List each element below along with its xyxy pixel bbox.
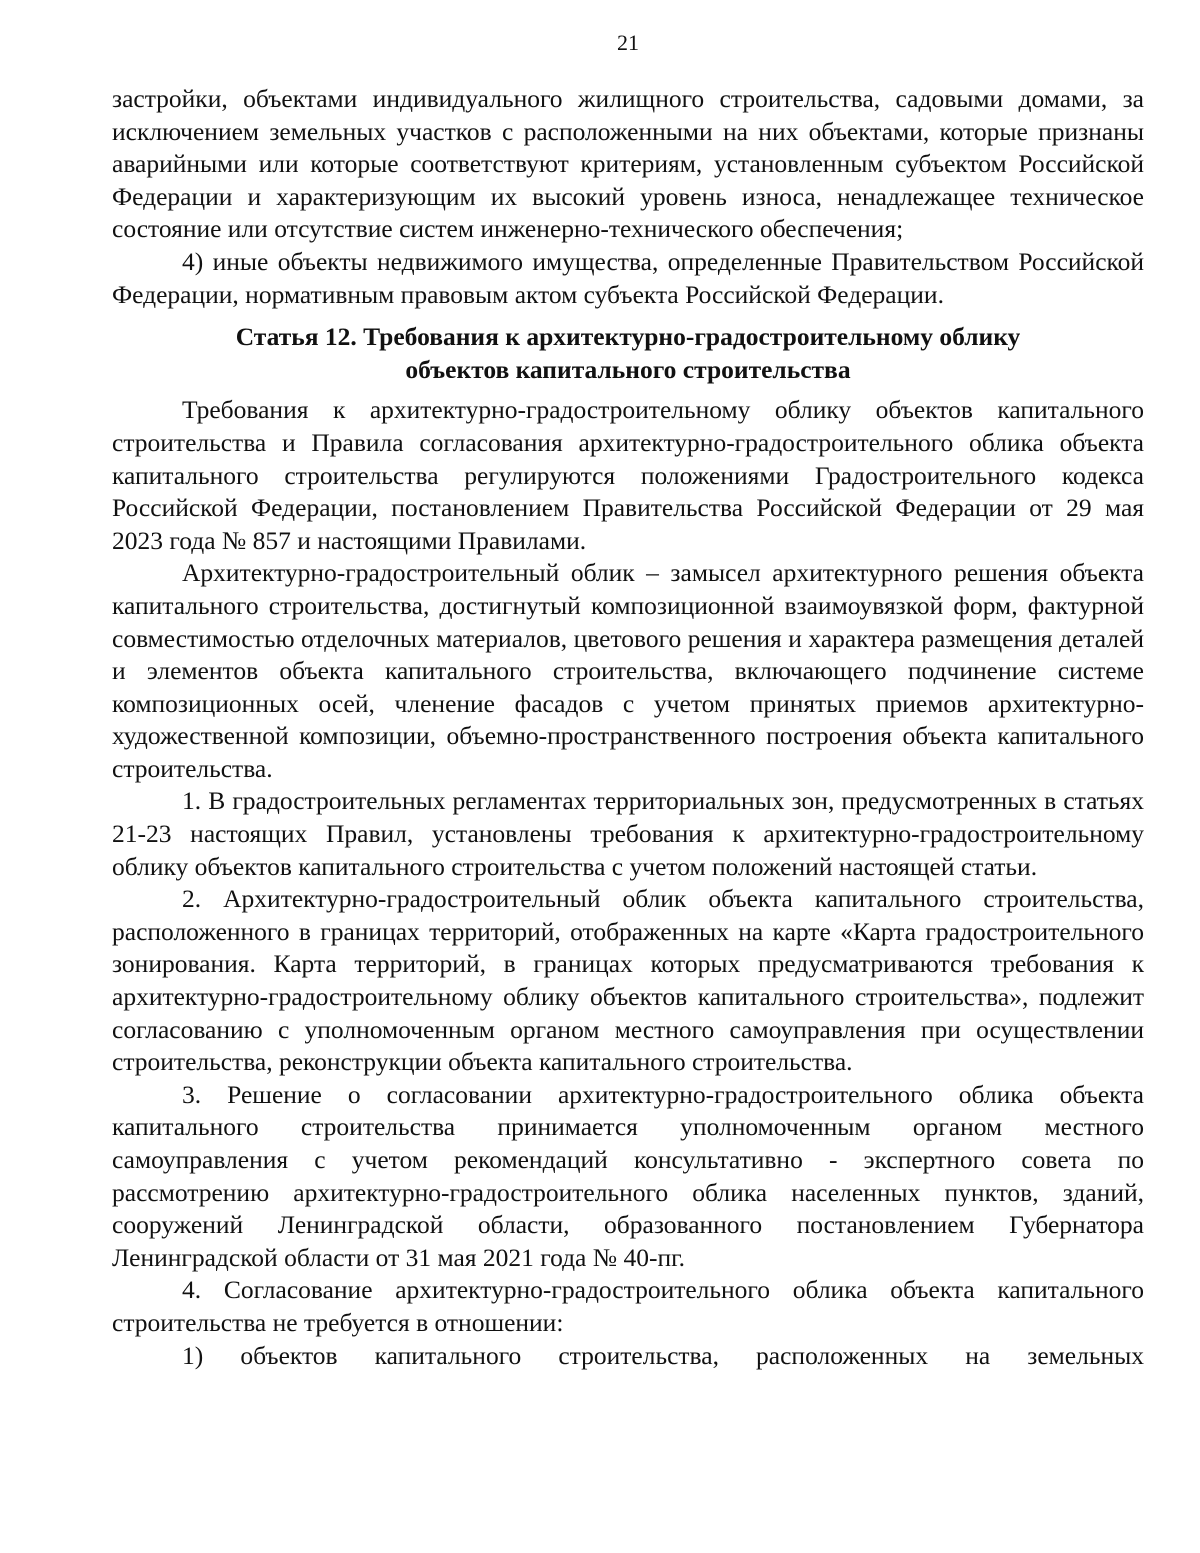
paragraph-item-4: 4) иные объекты недвижимого имущества, определенные Правительством Российской Федерации, нормативным правовым актом субъекта Российской Федерации. — [112, 246, 1144, 309]
paragraph-subclause-1: 1) объектов капитального строительства, расположенных на земельных — [182, 1340, 1144, 1370]
article-heading-line-1: Статья 12. Требования к архитектурно-градостроительному облику — [235, 322, 1021, 352]
article-heading — [112, 321, 1144, 386]
paragraph-clause-4: 4. Согласование архитектурно-градостроительного облика объекта капитального строительства не требуется в отношении: — [112, 1275, 1144, 1337]
paragraph-continuation: застройки, объектами индивидуального жилищного строительства, садовыми домами, за исключением земельных участков с расположенными на них объектами, которые признаны аварийными или которые соответствуют критериям, установленным субъектом Российской Федерации и характеризующим их высокий уровень износа, ненадлежащее техническое состояние или отсутствие систем инженерно-технического обеспечения; — [112, 84, 1144, 244]
paragraph-clause-2: 2. Архитектурно-градостроительный облик объекта капитального строительства, расположенного в границах территорий, отображенных на карте «Карта градостроительного зонирования. Карта территорий, в границах которых предусматриваются требования к архитектурно-градостроительному облику объектов капитального строительства», подлежит согласованию с уполномоченным органом местного самоуправления при осуществлении строительства, реконструкции объекта капитального строительства. — [112, 884, 1144, 1077]
paragraph-requirements: Требования к архитектурно-градостроительному облику объектов капитального строительства и Правила согласования архитектурно-градостроительного облика объекта капитального строительства регулируются положениями Градостроительного кодекса Российской Федерации, постановлением Правительства Российской Федерации от 29 мая 2023 года № 857 и настоящими Правилами. — [112, 395, 1144, 555]
document-page — [112, 0, 1144, 1553]
paragraph-clause-3: 3. Решение о согласовании архитектурно-градостроительного облика объекта капитального строительства принимается уполномоченным органом местного самоуправления с учетом рекомендаций консультативно - экспертного совета по рассмотрению архитектурно-градостроительного облика населенных пунктов, зданий, сооружений Ленинградской области, образованного постановлением Губернатора Ленинградской области от 31 мая 2021 года № 40-пг. — [112, 1079, 1144, 1272]
paragraph-definition: Архитектурно-градостроительный облик – замысел архитектурного решения объекта капитального строительства, достигнутый композиционной взаимоувязкой форм, фактурной совместимостью отделочных материалов, цветового решения и характера размещения деталей и элементов объекта капитального строительства, включающего подчинение системе композиционных осей, членение фасадов с учетом принятых приемов архитектурно-художественной композиции, объемно-пространственного построения объекта капитального строительства. — [112, 558, 1144, 783]
page-number: 21 — [617, 30, 639, 55]
article-heading-line-2: объектов капитального строительства — [405, 354, 851, 384]
paragraph-clause-1: 1. В градостроительных регламентах территориальных зон, предусмотренных в статьях 21-23 настоящих Правил, установлены требования к архитектурно-градостроительному облику объектов капитального строительства с учетом положений настоящей статьи. — [112, 786, 1144, 881]
document-body — [112, 83, 1144, 1372]
